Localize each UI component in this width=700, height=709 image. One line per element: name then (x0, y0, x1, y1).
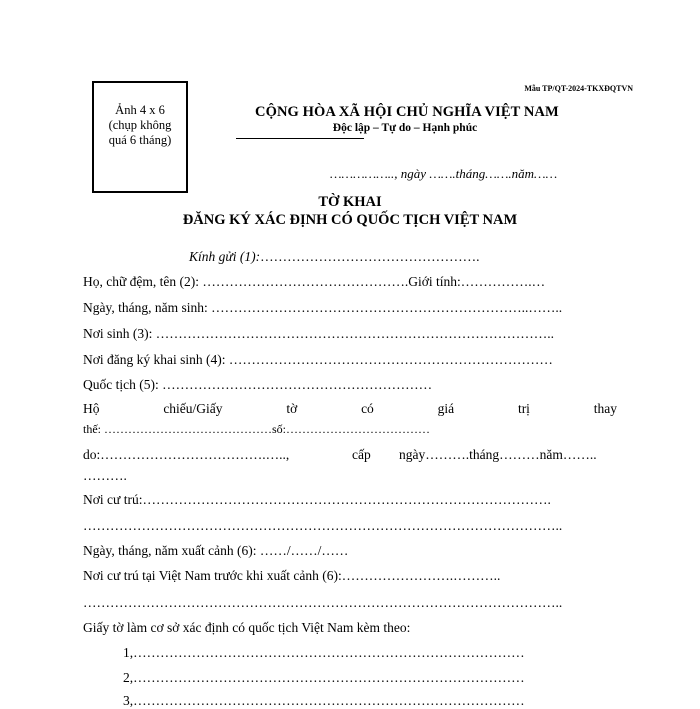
date-line: …………….., ngày …….tháng…….năm…… (330, 166, 558, 181)
photo-note-line1: (chụp không (108, 118, 172, 132)
residence-continuation: …………………………………………………………………………………………….. (83, 518, 563, 533)
form-code: Mẫu TP/QT-2024-TKXĐQTVN (524, 84, 633, 93)
attached-item: 1,…………………………………………………………………………… (123, 645, 525, 660)
passport-number-line: thế: ……………………………………số:……………………………… (83, 422, 430, 436)
residence-before-exit-line: Nơi cư trú tại Việt Nam trước khi xuất cảnh (6):…………………….……….. (83, 568, 501, 583)
issued-date: ngày……….tháng………năm…….. (399, 447, 597, 462)
attached-item: 2,…………………………………………………………………………… (123, 670, 525, 685)
exit-date-line: Ngày, tháng, năm xuất cảnh (6): ……/……/…… (83, 543, 349, 558)
recipient-label: Kính gửi (1): (189, 249, 261, 264)
name-gender-line: Họ, chữ đệm, tên (2): ……………………………………….Giới tính:…………….… (83, 274, 546, 289)
attached-docs-label: Giấy tờ làm cơ sở xác định có quốc tịch Việt Nam kèm theo: (83, 620, 411, 635)
photo-note-line2: quá 6 tháng) (108, 133, 172, 147)
attached-item: 3,…………………………………………………………………………… (123, 693, 525, 708)
passport-word: giá (437, 401, 455, 416)
photo-placeholder-text (94, 103, 186, 148)
motto-underline (236, 138, 364, 139)
residence-before-exit-continuation: …………………………………………………………………………………………….. (83, 595, 563, 610)
photo-size-label: Ảnh 4 x 6 (115, 103, 165, 117)
passport-word: trị (517, 401, 530, 416)
passport-word: Hộ (83, 401, 100, 416)
motto: Độc lập – Tự do – Hạnh phúc (332, 122, 478, 134)
recipient-line (189, 249, 479, 265)
document-subtitle: ĐĂNG KÝ XÁC ĐỊNH CÓ QUỐC TỊCH VIỆT NAM (182, 212, 518, 228)
passport-word: chiếu/Giấy (163, 401, 223, 416)
passport-word: thay (593, 401, 617, 416)
passport-word: có (361, 401, 374, 416)
recipient-dots: …………………………………………. (260, 249, 480, 264)
issued-by-line: do:……………………………….….., (83, 447, 290, 462)
nation-heading: CỘNG HÒA XÃ HỘI CHỦ NGHĨA VIỆT NAM (255, 104, 559, 120)
residence-line: Nơi cư trú:………………………………………………………………………………. (83, 492, 551, 507)
dob-line: Ngày, tháng, năm sinh: ……………………………………………………………..…….. (83, 300, 563, 315)
birthplace-line: Nơi sinh (3): …………………………………………………………………………….. (83, 326, 555, 341)
document-title: TỜ KHAI (318, 194, 382, 210)
passport-line (83, 401, 617, 417)
nationality-line: Quốc tịch (5): …………………………………………………… (83, 377, 433, 392)
passport-word: tờ (286, 401, 298, 416)
issued-tail: ………. (83, 468, 127, 483)
issued-on-label: cấp (352, 447, 371, 462)
birth-registration-line: Nơi đăng ký khai sinh (4): ……………………………………………………………… (83, 352, 553, 367)
photo-placeholder-box (92, 81, 188, 193)
